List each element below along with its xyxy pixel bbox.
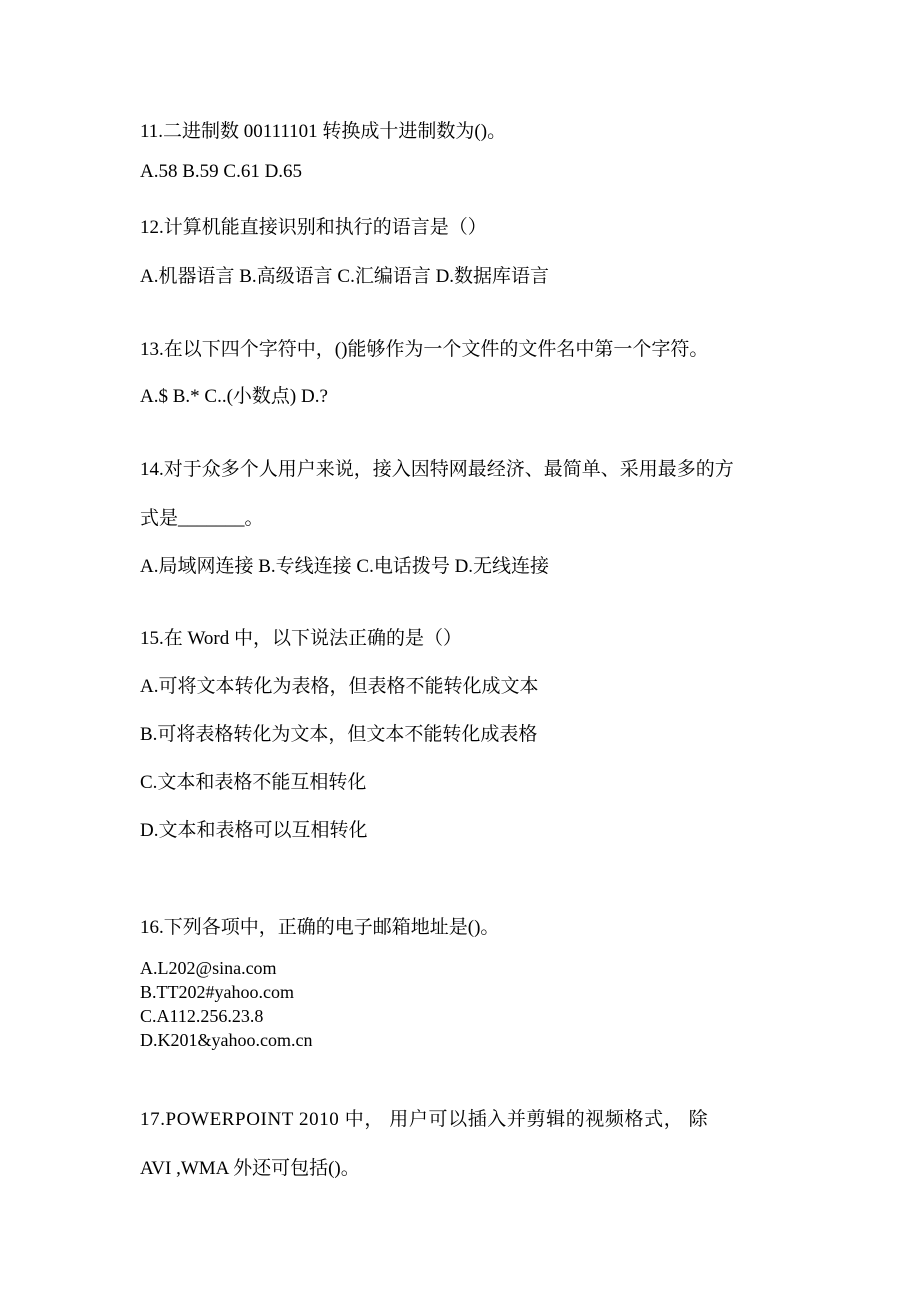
question-16-option-b: B.TT202#yahoo.com [140, 982, 294, 1002]
question-14-options: A.局域网连接 B.专线连接 C.电话拨号 D.无线连接 [140, 556, 550, 577]
question-17-stem-line-2: AVI ,WMA 外还可包括()。 [140, 1158, 360, 1179]
question-13-stem: 13.在以下四个字符中，()能够作为一个文件的文件名中第一个字符。 [140, 339, 709, 360]
question-15-option-d: D.文本和表格可以互相转化 [140, 820, 368, 841]
question-16-stem: 16.下列各项中，正确的电子邮箱地址是()。 [140, 917, 500, 938]
question-15-option-b: B.可将表格转化为文本，但文本不能转化成表格 [140, 724, 538, 745]
question-16-option-d: D.K201&yahoo.com.cn [140, 1030, 313, 1050]
question-13-options: A.$ B.* C..(小数点) D.? [140, 386, 328, 407]
question-15-option-c: C.文本和表格不能互相转化 [140, 772, 367, 793]
question-16-option-c: C.A112.256.23.8 [140, 1006, 264, 1026]
question-16-option-a: A.L202@sina.com [140, 958, 277, 978]
question-17-stem-line-1: 17.POWERPOINT 2010 中， 用户可以插入并剪辑的视频格式， 除 [140, 1109, 709, 1130]
question-11-options: A.58 B.59 C.61 D.65 [140, 161, 303, 182]
question-12-stem: 12.计算机能直接识别和执行的语言是（） [140, 217, 487, 238]
question-11-stem: 11.二进制数 00111101 转换成十进制数为()。 [140, 121, 507, 142]
question-12-options: A.机器语言 B.高级语言 C.汇编语言 D.数据库语言 [140, 266, 550, 287]
question-14-stem-line-2: 式是_______。 [140, 508, 264, 529]
question-14-stem-line-1: 14.对于众多个人用户来说，接入因特网最经济、最简单、采用最多的方 [140, 459, 734, 480]
question-15-option-a: A.可将文本转化为表格，但表格不能转化成文本 [140, 676, 539, 697]
question-15-stem: 15.在 Word 中，以下说法正确的是（） [140, 628, 462, 649]
